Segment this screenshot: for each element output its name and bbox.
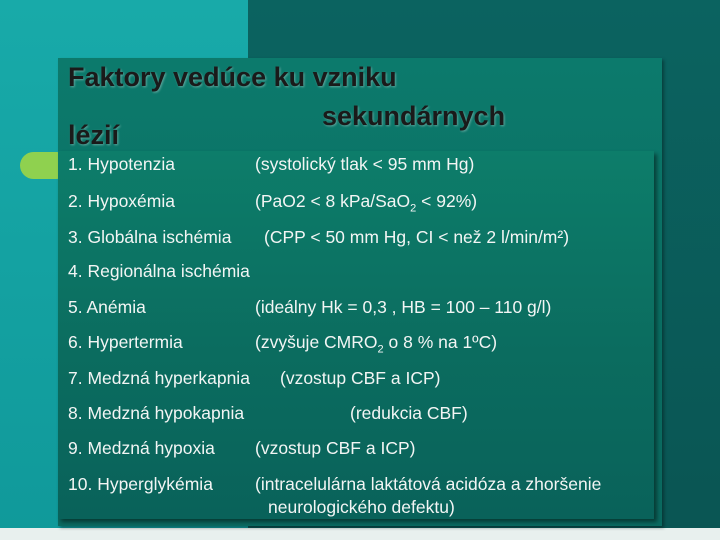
item-detail: (ideálny Hk = 0,3 , HB = 100 – 110 g/l) — [255, 297, 552, 317]
item-detail: (systolický tlak < 95 mm Hg) — [255, 154, 475, 174]
item-label: 8. Medzná hypokapnia — [68, 403, 245, 423]
item-detail-subscript: 2 — [410, 202, 417, 215]
item-detail-subscript: 2 — [377, 343, 384, 356]
item-label: 2. Hypoxémia — [68, 191, 175, 211]
item-label: 5. Anémia — [68, 297, 146, 317]
item-detail: (CPP < 50 mm Hg, CI < než 2 l/min/m²) — [264, 227, 570, 247]
background-bottom-strip — [0, 528, 720, 540]
item-label: 3. Globálna ischémia — [68, 227, 232, 247]
item-detail: (intracelulárna laktátová acidóza a zhoršenie — [255, 474, 602, 494]
item-label: 1. Hypotenzia — [68, 154, 176, 174]
item-label: 9. Medzná hypoxia — [68, 438, 215, 458]
item-detail-text: o 8 % na 1ºC) — [383, 332, 498, 352]
item-detail-text: (zvyšuje CMRO — [255, 332, 378, 352]
item-detail: (vzostup CBF a ICP) — [255, 438, 416, 458]
item-detail-continuation: neurologického defektu) — [268, 497, 455, 517]
slide-title-line-2: sekundárnych — [322, 101, 506, 131]
item-label: 10. Hyperglykémia — [68, 474, 213, 494]
item-detail-text: < 92%) — [416, 191, 478, 211]
item-detail — [255, 332, 497, 356]
item-detail: (vzostup CBF a ICP) — [280, 368, 441, 388]
item-detail — [255, 191, 477, 215]
item-label: 4. Regionálna ischémia — [68, 261, 250, 281]
slide-title-line-3: lézií — [68, 120, 120, 150]
item-detail: (redukcia CBF) — [350, 403, 468, 423]
item-label: 6. Hypertermia — [68, 332, 183, 352]
slide-title-line-1: Faktory vedúce ku vzniku — [68, 62, 397, 92]
item-detail-text: (PaO2 < 8 kPa/SaO — [255, 191, 411, 211]
item-label: 7. Medzná hyperkapnia — [68, 368, 250, 388]
